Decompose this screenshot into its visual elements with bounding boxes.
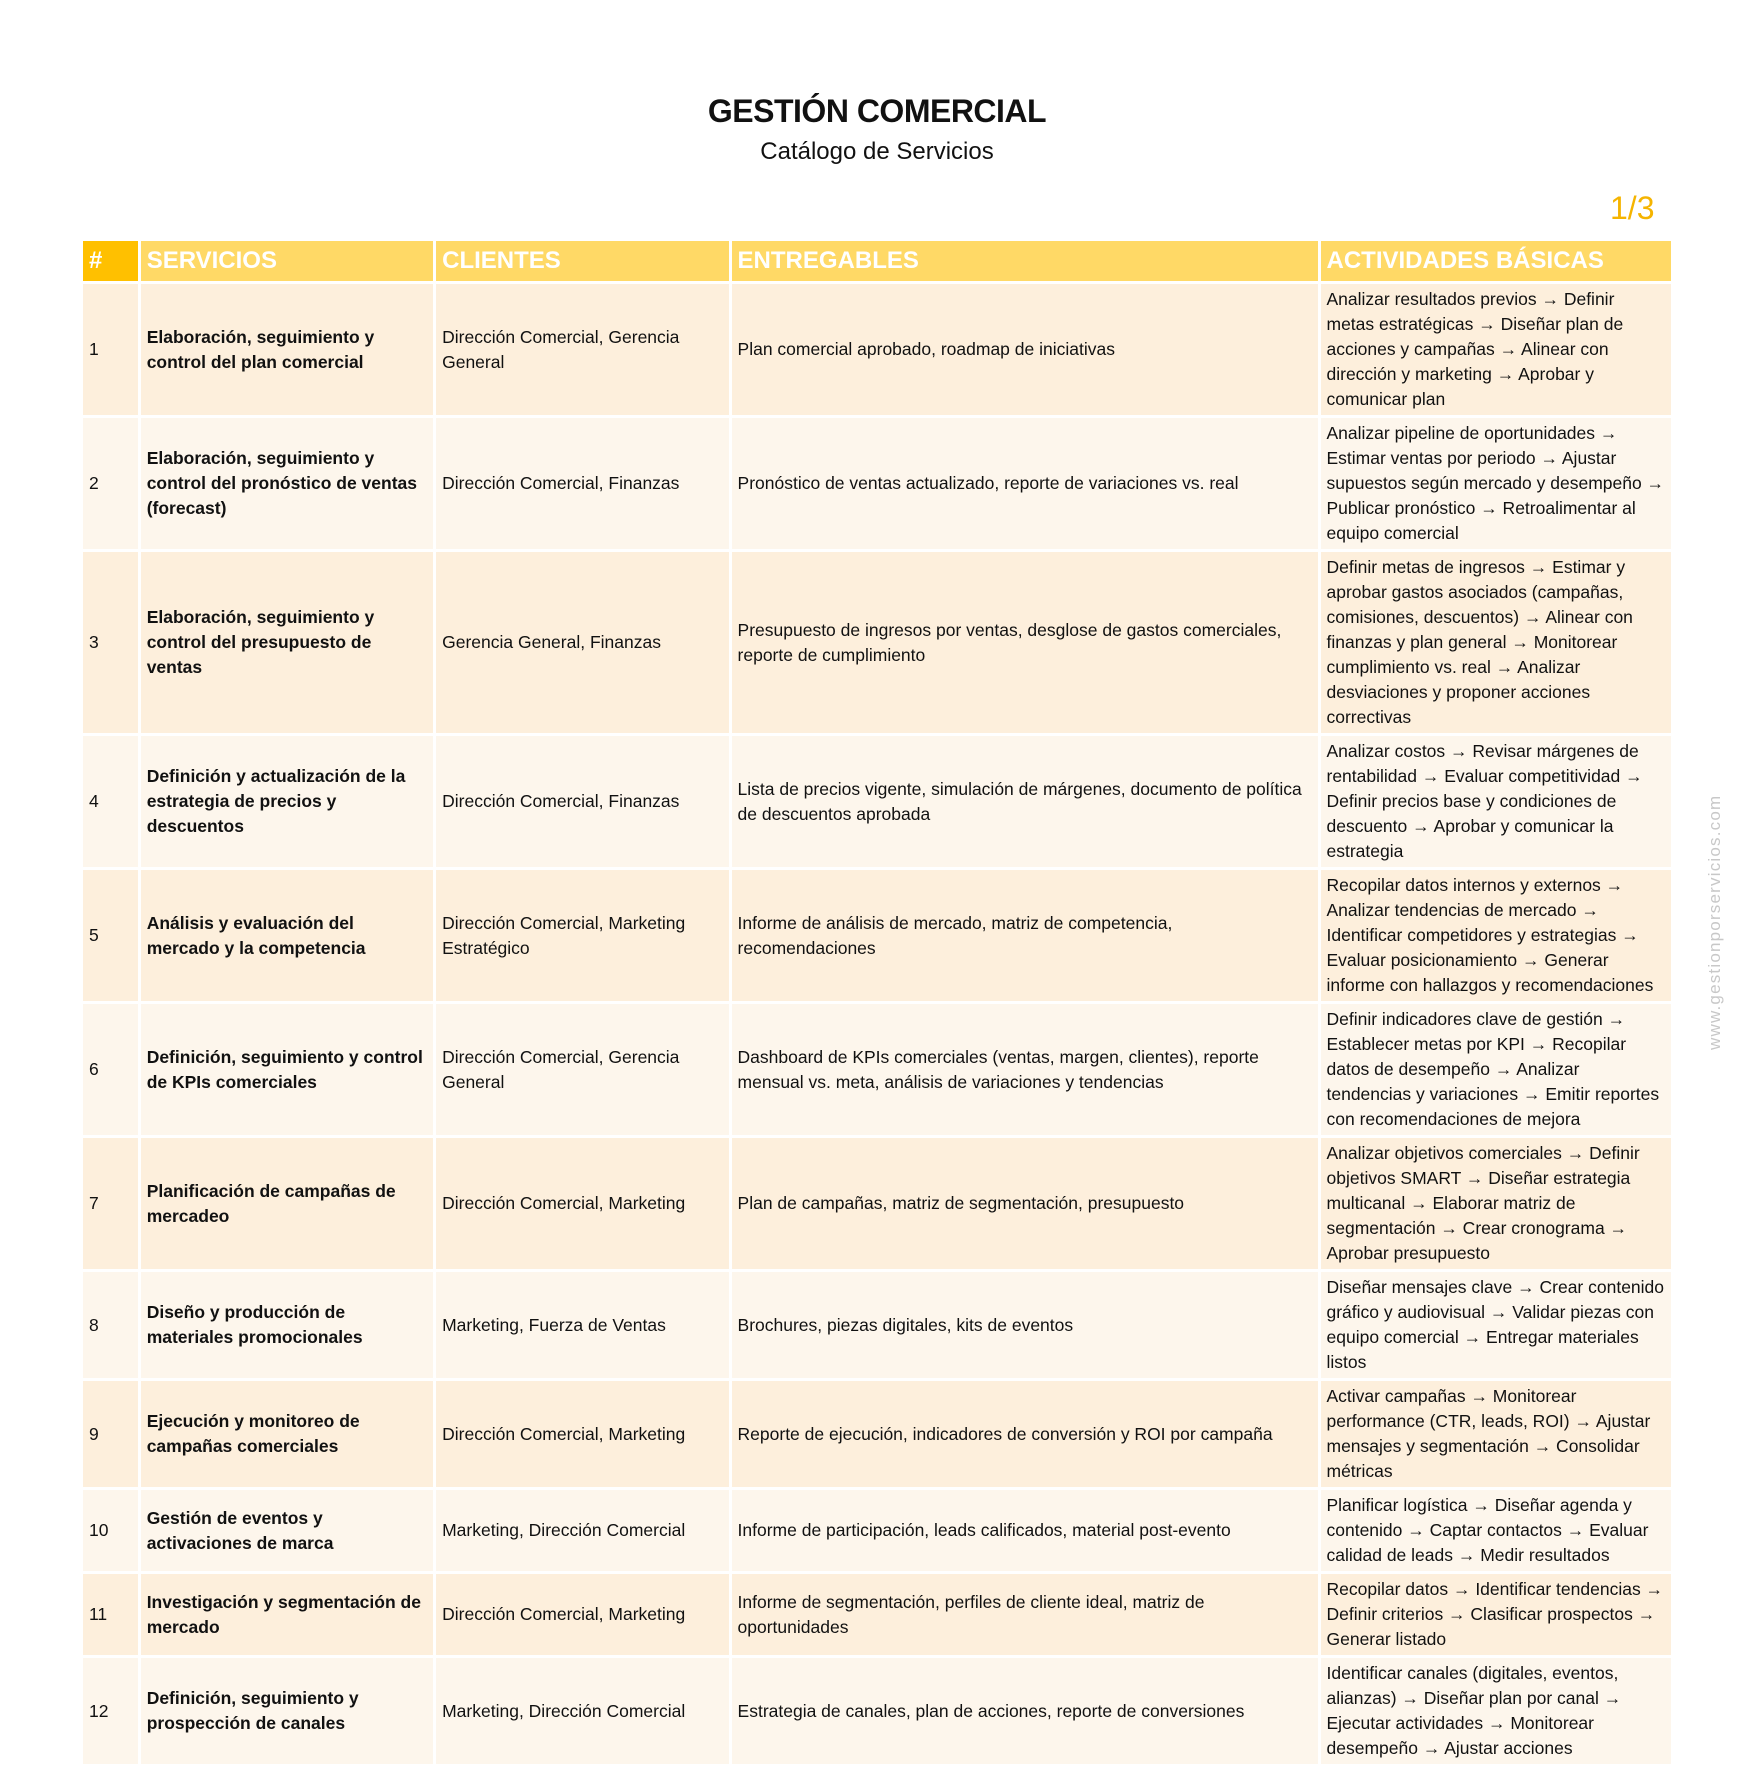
table-row (83, 552, 1671, 733)
activities-cell: Analizar resultados previos → Definir metas estratégicas → Diseñar plan de acciones y campañas → Alinear con dirección y marketing → Aprobar y comunicar plan (1321, 284, 1672, 415)
activities-cell: Activar campañas → Monitorear performance (CTR, leads, ROI) → Ajustar mensajes y segmentación → Consolidar métricas (1321, 1381, 1672, 1487)
service-name: Definición, seguimiento y control de KPIs comerciales (141, 1004, 433, 1135)
table-row (83, 1490, 1671, 1571)
deliverables-cell: Plan de campañas, matriz de segmentación, presupuesto (732, 1138, 1318, 1269)
deliverables-cell: Brochures, piezas digitales, kits de eventos (732, 1272, 1318, 1378)
row-number: 12 (83, 1658, 138, 1764)
row-number: 7 (83, 1138, 138, 1269)
table-row (83, 1004, 1671, 1135)
deliverables-cell: Informe de segmentación, perfiles de cliente ideal, matriz de oportunidades (732, 1574, 1318, 1655)
service-name: Elaboración, seguimiento y control del plan comercial (141, 284, 433, 415)
table-row (83, 284, 1671, 415)
clients-cell: Dirección Comercial, Finanzas (436, 418, 728, 549)
activities-cell: Analizar pipeline de oportunidades → Estimar ventas por periodo → Ajustar supuestos según mercado y desempeño → Publicar pronóstico → Retroalimentar al equipo comercial (1321, 418, 1672, 549)
row-number: 10 (83, 1490, 138, 1571)
page-subtitle: Catálogo de Servicios (760, 138, 994, 165)
activities-cell: Planificar logística → Diseñar agenda y contenido → Captar contactos → Evaluar calidad de leads → Medir resultados (1321, 1490, 1672, 1571)
service-name: Ejecución y monitoreo de campañas comerciales (141, 1381, 433, 1487)
clients-cell: Dirección Comercial, Marketing Estratégico (436, 870, 728, 1001)
activities-cell: Analizar objetivos comerciales → Definir objetivos SMART → Diseñar estrategia multicanal → Elaborar matriz de segmentación → Crear cronograma → Aprobar presupuesto (1321, 1138, 1672, 1269)
clients-cell: Dirección Comercial, Marketing (436, 1381, 728, 1487)
activities-cell: Identificar canales (digitales, eventos, alianzas) → Diseñar plan por canal → Ejecutar actividades → Monitorear desempeño → Ajustar acciones (1321, 1658, 1672, 1764)
clients-cell: Gerencia General, Finanzas (436, 552, 728, 733)
deliverables-cell: Presupuesto de ingresos por ventas, desglose de gastos comerciales, reporte de cumplimiento (732, 552, 1318, 733)
services-table (80, 238, 1674, 1767)
clients-cell: Dirección Comercial, Finanzas (436, 736, 728, 867)
service-name: Elaboración, seguimiento y control del presupuesto de ventas (141, 552, 433, 733)
table-row (83, 1658, 1671, 1764)
clients-cell: Dirección Comercial, Gerencia General (436, 1004, 728, 1135)
clients-cell: Marketing, Dirección Comercial (436, 1490, 728, 1571)
deliverables-cell: Informe de análisis de mercado, matriz de competencia, recomendaciones (732, 870, 1318, 1001)
clients-cell: Dirección Comercial, Marketing (436, 1574, 728, 1655)
service-name: Diseño y producción de materiales promocionales (141, 1272, 433, 1378)
activities-cell: Recopilar datos → Identificar tendencias → Definir criterios → Clasificar prospectos → Generar listado (1321, 1574, 1672, 1655)
page-number: 1/3 (1610, 190, 1655, 226)
row-number: 11 (83, 1574, 138, 1655)
clients-cell: Marketing, Fuerza de Ventas (436, 1272, 728, 1378)
activities-cell: Definir metas de ingresos → Estimar y aprobar gastos asociados (campañas, comisiones, descuentos) → Alinear con finanzas y plan general → Monitorear cumplimiento vs. real → Analizar desviaciones y proponer acciones correctivas (1321, 552, 1672, 733)
table-row (83, 1272, 1671, 1378)
row-number: 9 (83, 1381, 138, 1487)
deliverables-cell: Lista de precios vigente, simulación de márgenes, documento de política de descuentos aprobada (732, 736, 1318, 867)
activities-cell: Definir indicadores clave de gestión → Establecer metas por KPI → Recopilar datos de desempeño → Analizar tendencias y variaciones → Emitir reportes con recomendaciones de mejora (1321, 1004, 1672, 1135)
header-servicios: SERVICIOS (141, 241, 433, 281)
table-header-row (83, 241, 1671, 281)
table-row (83, 870, 1671, 1001)
service-name: Definición, seguimiento y prospección de canales (141, 1658, 433, 1764)
deliverables-cell: Estrategia de canales, plan de acciones, reporte de conversiones (732, 1658, 1318, 1764)
page-title: GESTIÓN COMERCIAL (707, 93, 1047, 129)
service-name: Elaboración, seguimiento y control del pronóstico de ventas (forecast) (141, 418, 433, 549)
deliverables-cell: Plan comercial aprobado, roadmap de iniciativas (732, 284, 1318, 415)
deliverables-cell: Pronóstico de ventas actualizado, reporte de variaciones vs. real (732, 418, 1318, 549)
header-actividades: ACTIVIDADES BÁSICAS (1321, 241, 1672, 281)
table-row (83, 1574, 1671, 1655)
service-name: Definición y actualización de la estrategia de precios y descuentos (141, 736, 433, 867)
row-number: 3 (83, 552, 138, 733)
row-number: 5 (83, 870, 138, 1001)
activities-cell: Analizar costos → Revisar márgenes de rentabilidad → Evaluar competitividad → Definir precios base y condiciones de descuento → Aprobar y comunicar la estrategia (1321, 736, 1672, 867)
row-number: 8 (83, 1272, 138, 1378)
row-number: 1 (83, 284, 138, 415)
header-num: # (83, 241, 138, 281)
service-name: Análisis y evaluación del mercado y la competencia (141, 870, 433, 1001)
clients-cell: Dirección Comercial, Marketing (436, 1138, 728, 1269)
row-number: 2 (83, 418, 138, 549)
table-row (83, 418, 1671, 549)
clients-cell: Marketing, Dirección Comercial (436, 1658, 728, 1764)
table-row (83, 1381, 1671, 1487)
service-name: Gestión de eventos y activaciones de marca (141, 1490, 433, 1571)
deliverables-cell: Informe de participación, leads calificados, material post-evento (732, 1490, 1318, 1571)
activities-cell: Recopilar datos internos y externos → Analizar tendencias de mercado → Identificar competidores y estrategias → Evaluar posicionamiento → Generar informe con hallazgos y recomendaciones (1321, 870, 1672, 1001)
service-name: Investigación y segmentación de mercado (141, 1574, 433, 1655)
row-number: 6 (83, 1004, 138, 1135)
header-clientes: CLIENTES (436, 241, 728, 281)
deliverables-cell: Reporte de ejecución, indicadores de conversión y ROI por campaña (732, 1381, 1318, 1487)
service-name: Planificación de campañas de mercadeo (141, 1138, 433, 1269)
activities-cell: Diseñar mensajes clave → Crear contenido gráfico y audiovisual → Validar piezas con equipo comercial → Entregar materiales listos (1321, 1272, 1672, 1378)
row-number: 4 (83, 736, 138, 867)
table-row (83, 1138, 1671, 1269)
watermark: www.gestionporservicios.com (1705, 794, 1724, 1050)
deliverables-cell: Dashboard de KPIs comerciales (ventas, margen, clientes), reporte mensual vs. meta, análisis de variaciones y tendencias (732, 1004, 1318, 1135)
clients-cell: Dirección Comercial, Gerencia General (436, 284, 728, 415)
header-entregables: ENTREGABLES (732, 241, 1318, 281)
table-row (83, 736, 1671, 867)
